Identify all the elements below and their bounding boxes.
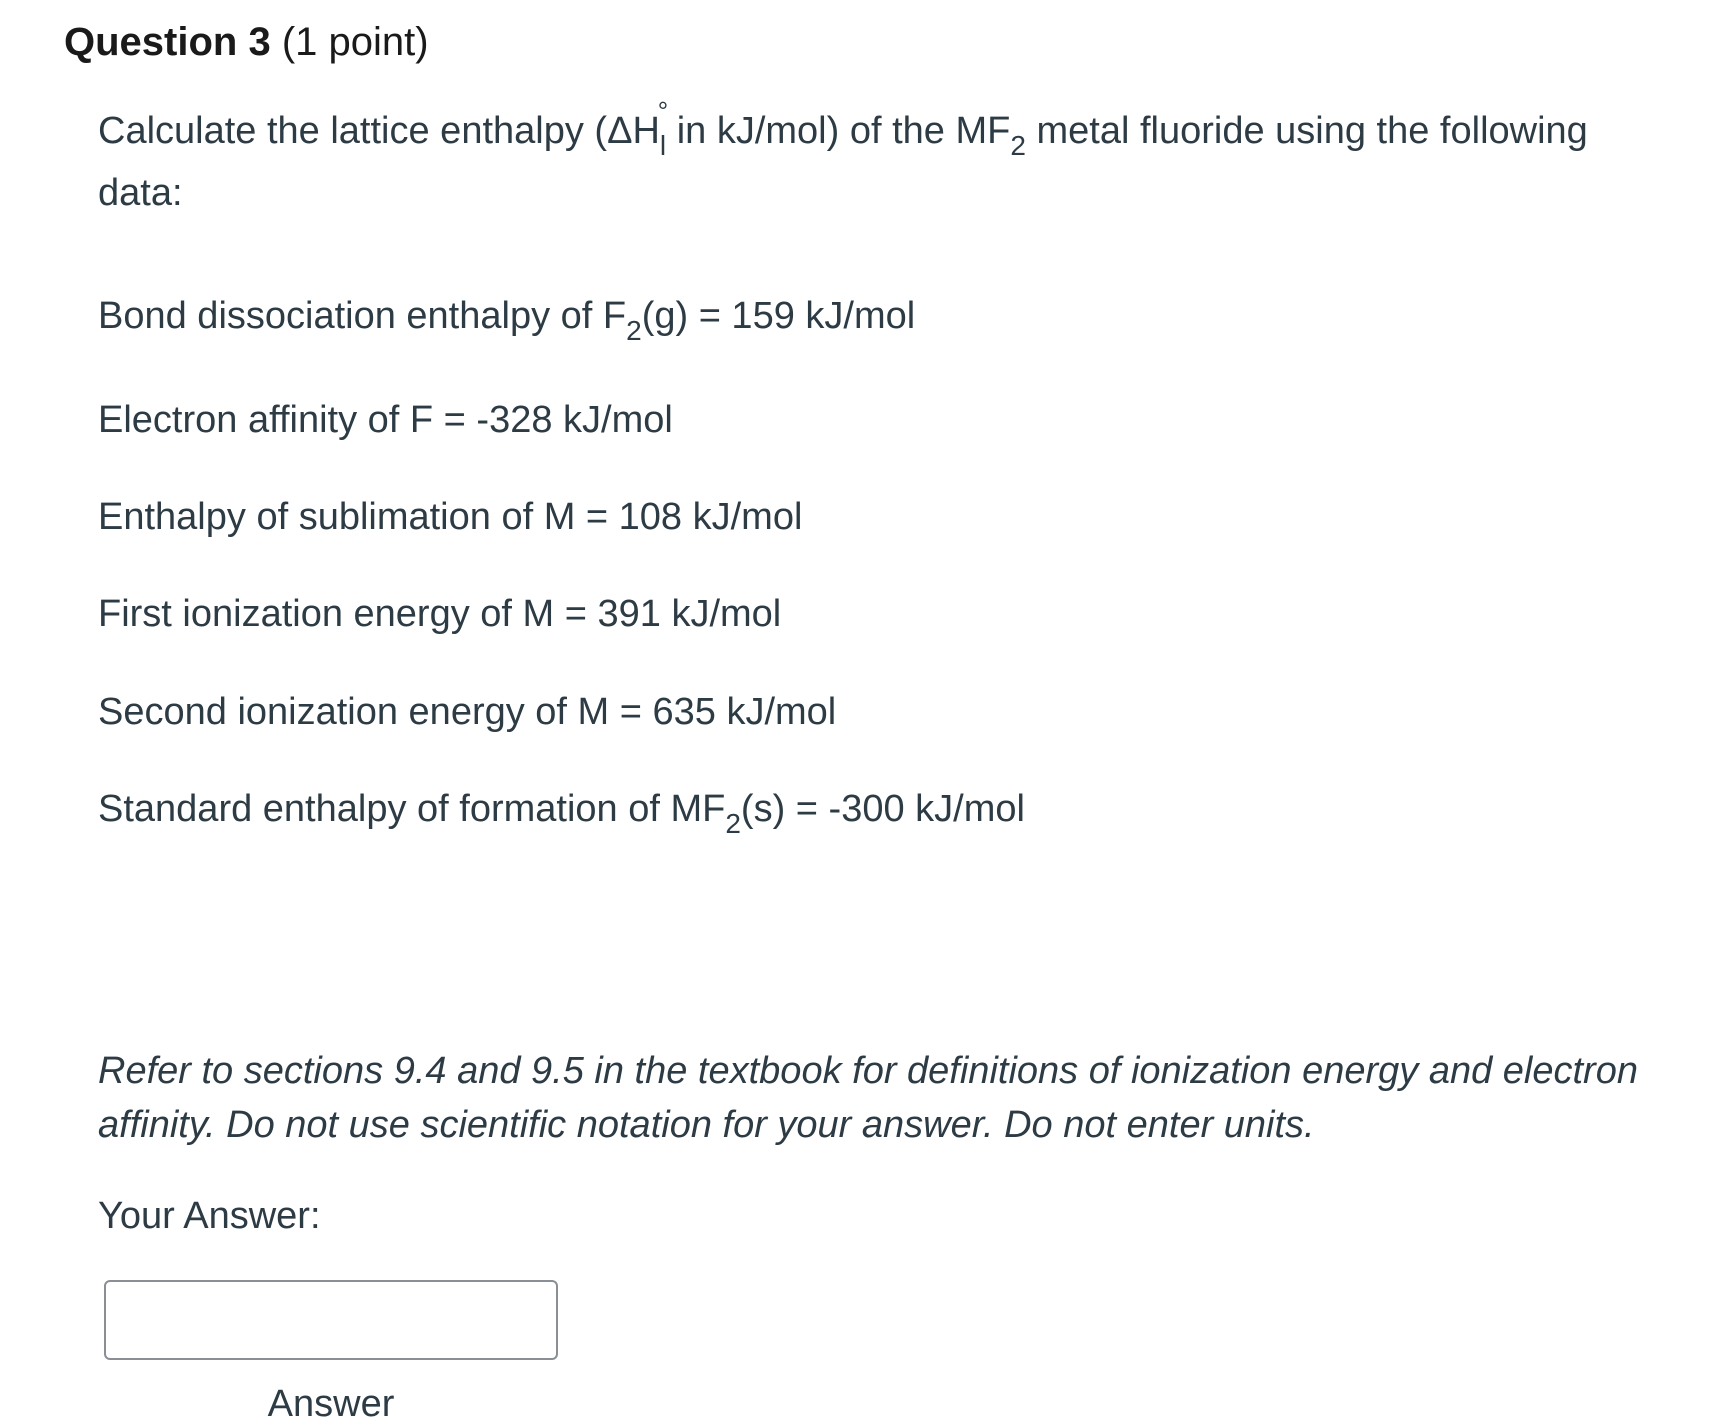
- answer-caption: Answer: [267, 1383, 395, 1425]
- answer-input[interactable]: [104, 1280, 558, 1360]
- question-title: Question 3: [64, 20, 271, 64]
- degree-symbol: °: [657, 96, 669, 126]
- data-formation: Standard enthalpy of formation of $MF_2(s) = -300$ kJ/mol: [98, 788, 1025, 839]
- data-second-ionization: Second ionization energy of M = 635 kJ/mol: [98, 691, 837, 733]
- data-bond-dissociation: Bond dissociation enthalpy of $F_2(g) = 159$ kJ/mol: [98, 295, 916, 346]
- data-first-ionization: First ionization energy of M = 391 kJ/mol: [98, 593, 782, 635]
- instructions-note: Refer to sections 9.4 and 9.5 in the textbook for definitions of ionization energy and electron affinity. Do not use scientific notation for your answer. Do not enter units.: [98, 1050, 1638, 1146]
- question-header: [64, 18, 429, 66]
- delta-h-symbol: Calculate the lattice enthalpy ($\Delta H_l$ °: [98, 100, 666, 162]
- answer-label: Your Answer:: [98, 1195, 321, 1237]
- question-prompt: Calculate the lattice enthalpy ($\Delta H_l$ ° in kJ/mol) of the $MF_2$ metal fluoride using the following data:: [98, 100, 1638, 224]
- data-sublimation: Enthalpy of sublimation of M = 108 kJ/mol: [98, 496, 803, 538]
- question-points: (1 point): [281, 20, 429, 64]
- data-electron-affinity: Electron affinity of F = -328 kJ/mol: [98, 399, 673, 441]
